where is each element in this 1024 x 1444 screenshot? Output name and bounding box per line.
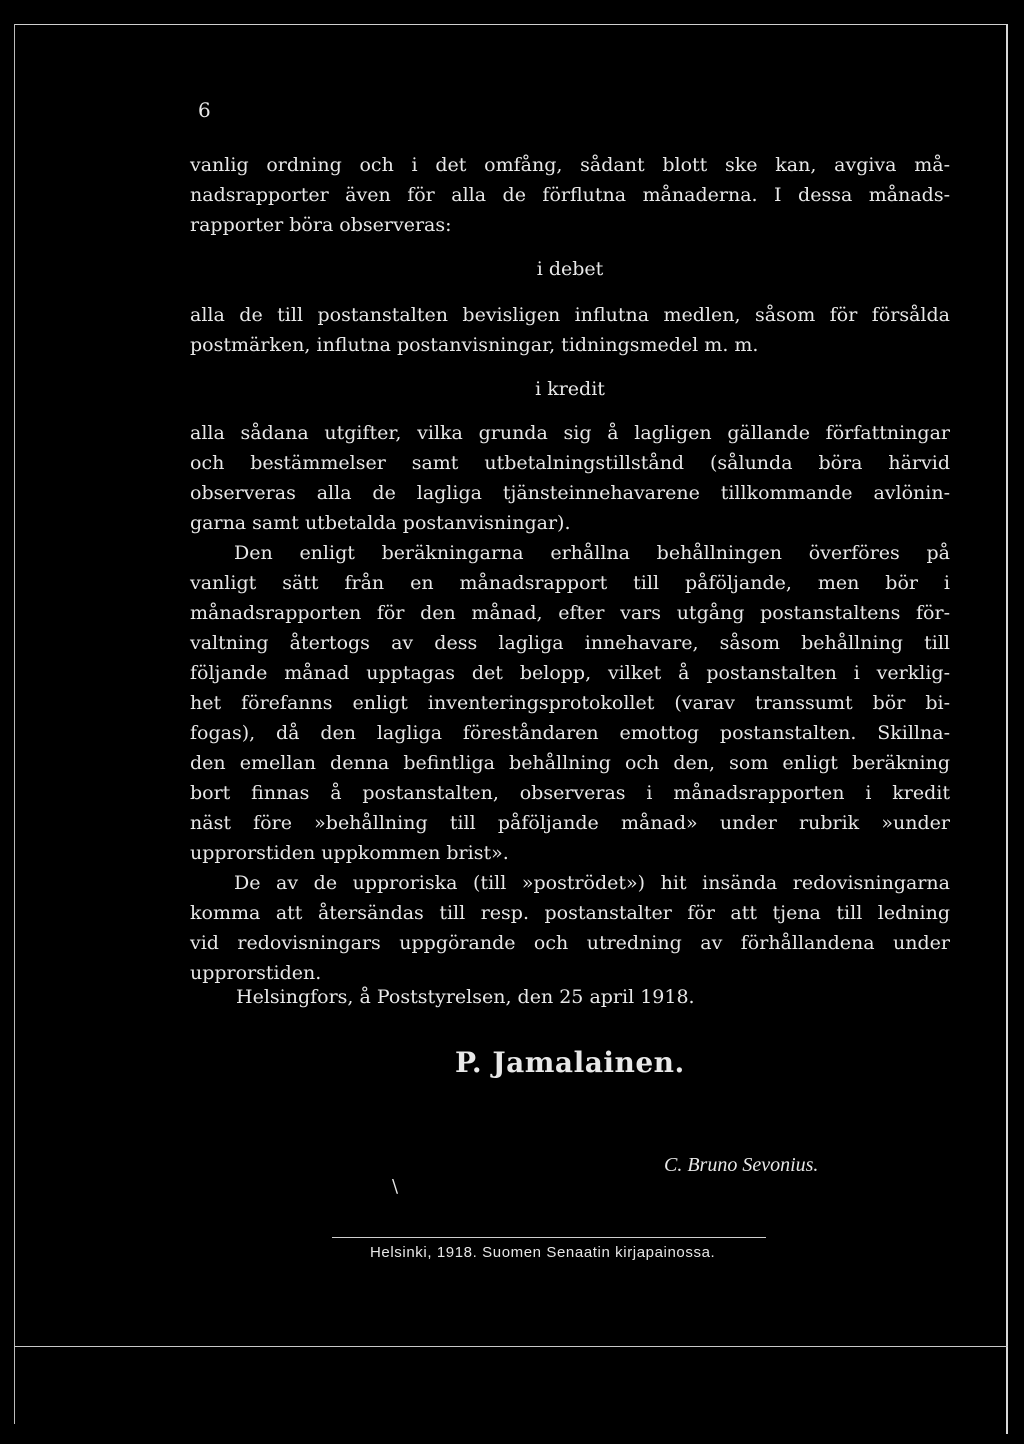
printer-imprint: Helsinki, 1918. Suomen Senaatin kirjapainossa. bbox=[370, 1244, 716, 1261]
debet-heading: i debet bbox=[536, 258, 604, 280]
body-line: komma att återsändas till resp. postanstalter för att tjena till ledning bbox=[190, 902, 950, 924]
page-frame-bottom bbox=[14, 1346, 1008, 1347]
body-line: vid redovisningars uppgörande och utredning av förhållandena under bbox=[190, 932, 950, 954]
page-number: 6 bbox=[198, 98, 211, 122]
intro-paragraph bbox=[190, 150, 950, 240]
body-line: den emellan denna befintliga behållning och den, som enligt beräkning bbox=[190, 752, 950, 774]
body-paragraph bbox=[190, 538, 950, 988]
signature-main: P. Jamalainen. bbox=[455, 1046, 685, 1079]
intro-line: rapporter böra observeras: bbox=[190, 214, 452, 236]
body-line: månadsrapporten för den månad, efter vars utgång postanstaltens för- bbox=[190, 602, 950, 624]
body-line: De av de upproriska (till »poströdet») hit insända redovisningarna bbox=[234, 872, 950, 894]
place-date-line: Helsingfors, å Poststyrelsen, den 25 april 1918. bbox=[236, 986, 695, 1008]
printer-divider bbox=[332, 1237, 766, 1238]
intro-line: vanlig ordning och i det omfång, sådant blott ske kan, avgiva må- bbox=[190, 154, 950, 176]
page-frame-right bbox=[1006, 24, 1008, 1434]
debet-paragraph bbox=[190, 300, 950, 360]
stray-mark: \ bbox=[392, 1176, 399, 1197]
body-line: fogas), då den lagliga föreståndaren emottog postanstalten. Skillna- bbox=[190, 722, 950, 744]
page-frame-top bbox=[14, 24, 1008, 25]
body-line: följande månad upptagas det belopp, vilket å postanstalten i verklig- bbox=[190, 662, 950, 684]
kredit-line: alla sådana utgifter, vilka grunda sig å lagligen gällande författningar bbox=[190, 422, 950, 444]
body-line: Den enligt beräkningarna erhållna behållningen överföres på bbox=[234, 542, 950, 564]
body-line: valtning återtogs av dess lagliga innehavare, såsom behållning till bbox=[190, 632, 950, 654]
body-line: vanligt sätt från en månadsrapport till påföljande, men bör i bbox=[190, 572, 950, 594]
kredit-heading: i kredit bbox=[535, 378, 605, 400]
kredit-line: observeras alla de lagliga tjänsteinnehavarene tillkommande avlönin- bbox=[190, 482, 950, 504]
intro-line: nadsrapporter även för alla de förflutna månaderna. I dessa månads- bbox=[190, 184, 950, 206]
debet-line: alla de till postanstalten bevisligen influtna medlen, såsom för försålda bbox=[190, 304, 950, 326]
kredit-line: garna samt utbetalda postanvisningar). bbox=[190, 512, 571, 534]
kredit-line: och bestämmelser samt utbetalningstillstånd (sålunda böra härvid bbox=[190, 452, 950, 474]
body-line: näst före »behållning till påföljande månad» under rubrik »under bbox=[190, 812, 950, 834]
debet-line: postmärken, influtna postanvisningar, tidningsmedel m. m. bbox=[190, 334, 759, 356]
body-line: het förefanns enligt inventeringsprotokollet (varav transsumt bör bi- bbox=[190, 692, 950, 714]
body-line: upprorstiden. bbox=[190, 962, 322, 984]
body-line: bort finnas å postanstalten, observeras i månadsrapporten i kredit bbox=[190, 782, 950, 804]
body-line: upprorstiden uppkommen brist». bbox=[190, 842, 509, 864]
signature-second: C. Bruno Sevonius. bbox=[664, 1154, 819, 1176]
kredit-paragraph bbox=[190, 418, 950, 538]
page-frame-left bbox=[14, 24, 15, 1424]
